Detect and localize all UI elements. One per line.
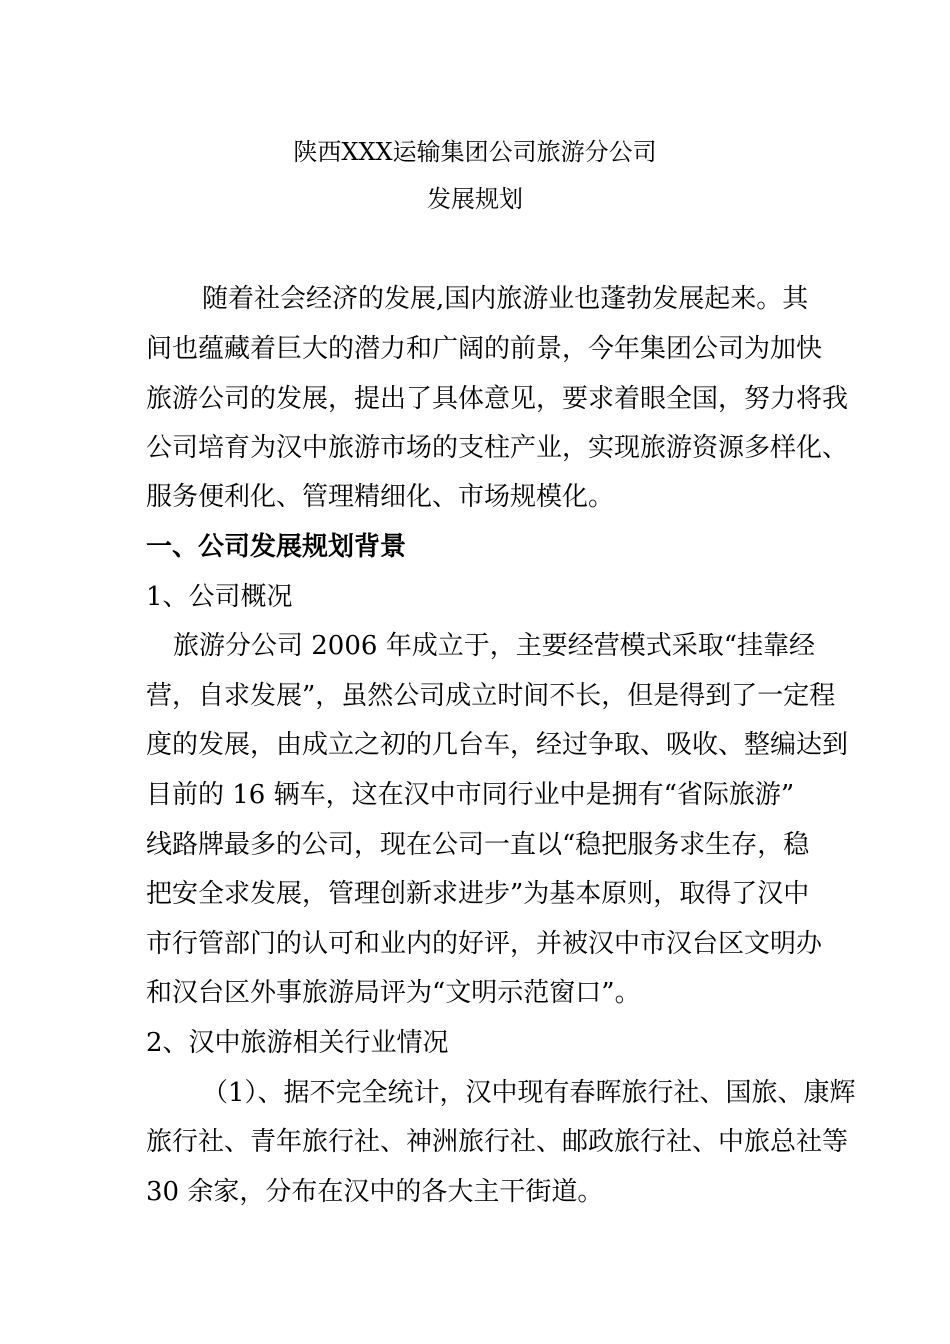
subsection-heading-2: 2、汉中旅游相关行业情况 xyxy=(146,1028,449,1058)
sub1-line-6: 把安全求发展，管理创新求进步”为基本原则，取得了汉中 xyxy=(146,879,810,909)
sub1-line-8: 和汉台区外事旅游局评为“文明示范窗口”。 xyxy=(146,978,641,1008)
document-title: 陕西XXX运输集团公司旅游分公司 xyxy=(293,138,657,166)
sub2-line-1: （1）、据不完全统计，汉中现有春晖旅行社、国旅、康辉 xyxy=(202,1078,856,1108)
intro-line-5: 服务便利化、管理精细化、市场规模化。 xyxy=(146,482,615,512)
section-heading-1: 一、公司发展规划背景 xyxy=(146,532,407,562)
intro-line-1: 随着社会经济的发展,国内旅游业也蓬勃发展起来。其 xyxy=(202,284,809,314)
sub1-line-4: 目前的 16 辆车，这在汉中市同行业中是拥有“省际旅游” xyxy=(146,780,795,810)
document-subtitle: 发展规划 xyxy=(427,185,523,213)
sub1-line-3: 度的发展，由成立之初的几台车，经过争取、吸收、整编达到 xyxy=(146,730,849,760)
sub2-line-3: 30 余家，分布在汉中的各大主干街道。 xyxy=(146,1177,604,1207)
sub1-line-1: 旅游分公司 2006 年成立于，主要经营模式采取“挂靠经 xyxy=(173,631,815,661)
subsection-heading-1: 1、公司概况 xyxy=(146,582,293,612)
sub1-line-2: 营，自求发展”，虽然公司成立时间不长，但是得到了一定程 xyxy=(146,681,836,711)
sub2-line-2: 旅行社、青年旅行社、神洲旅行社、邮政旅行社、中旅总社等 xyxy=(146,1127,849,1157)
sub1-line-5: 线路牌最多的公司，现在公司一直以“稳把服务求生存，稳 xyxy=(146,830,810,860)
intro-line-3: 旅游公司的发展，提出了具体意见，要求着眼全国，努力将我 xyxy=(146,384,849,414)
sub1-line-7: 市行管部门的认可和业内的好评，并被汉中市汉台区文明办 xyxy=(146,929,823,959)
intro-line-2: 间也蕴藏着巨大的潜力和广阔的前景，今年集团公司为加快 xyxy=(146,334,823,364)
intro-line-4: 公司培育为汉中旅游市场的支柱产业，实现旅游资源多样化、 xyxy=(146,433,849,463)
